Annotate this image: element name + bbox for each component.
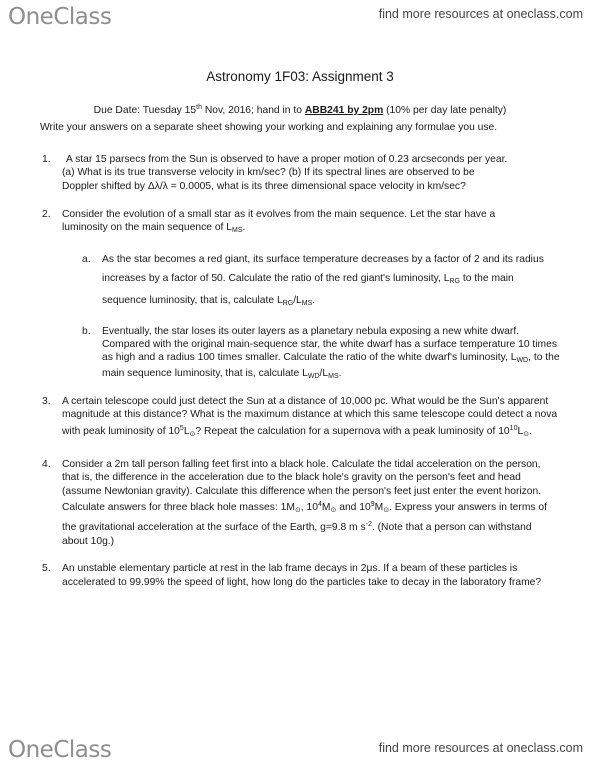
q4-sup3: -2 <box>365 520 372 528</box>
due-date-line <box>40 101 560 118</box>
q2b-sub3: MS <box>328 372 339 380</box>
q4-t4: and 10 <box>336 502 371 514</box>
q4-sub1: ⊙ <box>294 507 301 515</box>
q3-t1: A certain telescope could just detect the Sun at a distance of 10,000 pc. What would be the Sun's apparent magnitude at this distance? What is the maximum distance at which this same telescope could detect a nova with peak luminosity of 10 <box>62 395 558 437</box>
question-number: 2. <box>42 208 51 220</box>
q3-sub2: ⊙ <box>523 430 530 438</box>
q4-t6: . Express your answers in terms of the gravitational acceleration at the surface of the Earth, g=9.8 m s <box>62 502 548 533</box>
q4-sub2: ⊙ <box>330 507 337 515</box>
q4-sup1: 4 <box>318 501 322 509</box>
q5-text: An unstable elementary particle at rest in the lab frame decays in 2μs. If a beam of these particles is accelerated to 99.99% the speed of light, how long do the particles take to decay in the laboratory frame? <box>62 563 542 588</box>
question-number: 4. <box>42 458 51 470</box>
q1-line3: Doppler shifted by Δλ/λ = 0.0005, what is its three dimensional space velocity in km/sec? <box>62 180 466 192</box>
assignment-document <box>40 70 560 603</box>
q2b-t2: , to the main sequence luminosity, that is, calculate L <box>102 351 560 379</box>
question-1 <box>40 153 560 194</box>
logo-class-text: Class <box>53 4 112 30</box>
q3-t3: ? Repeat the calculation for a supernova with a peak luminosity of 10 <box>195 425 510 437</box>
question-number: 3. <box>42 395 51 407</box>
q3-t5: . <box>529 425 532 437</box>
question-number: 5. <box>42 563 51 575</box>
q2-line2-text: luminosity on the main sequence of L <box>62 222 232 234</box>
question-5 <box>40 562 560 589</box>
part-label: a. <box>82 253 91 265</box>
oneclass-logo[interactable] <box>8 4 111 30</box>
q2b-t1: Eventually, the star loses its outer layers as a planetary nebula exposing a new white dwarf. Compared with the original main-sequence star, the white dwarf has a surface temperature 10 times as high and a radius 100 times smaller. Calculate the ratio of the white dwarf's luminosity, L <box>102 325 558 363</box>
q2-line2 <box>62 221 560 238</box>
part-label: b. <box>82 325 91 337</box>
logo-class-text: Class <box>53 737 112 763</box>
q2-line1: Consider the evolution of a small star as it evolves from the main sequence. Let the star have a <box>62 208 496 220</box>
q2b-sub2: WD <box>307 372 320 380</box>
q2a-t2: to the main sequence luminosity, that is, calculate L <box>102 272 514 306</box>
q3-sub1: ⊙ <box>189 430 196 438</box>
question-number: 1. <box>42 153 51 165</box>
q2a-sub3: MS <box>301 299 313 307</box>
question-3 <box>40 395 560 442</box>
q4-sub3: ⊙ <box>383 507 390 515</box>
q2a-t1: As the star becomes a red giant, its surface temperature decreases by a factor of 2 and its radius increases by a factor of 50. Calculate the ratio of the red giant's luminosity, L <box>102 253 544 284</box>
q3-sup1: 5 <box>179 424 184 432</box>
q4-t2: , 10 <box>300 502 318 514</box>
q1-line1: A star 15 parsecs from the Sun is observed to have a proper motion of 0.23 arcseconds per year. <box>66 153 508 165</box>
page-title: Astronomy 1F03: Assignment 3 <box>206 69 394 84</box>
find-resources-link-footer[interactable]: find more resources at oneclass.com <box>378 741 583 755</box>
due-suffix: (10% per day late penalty) <box>383 104 507 116</box>
q2-parts <box>62 250 560 383</box>
q3-t4: L <box>517 425 524 437</box>
question-2 <box>40 208 560 383</box>
q4-t7: . (Note that a person can withstand about 10g.) <box>62 521 532 547</box>
question-list <box>40 153 560 590</box>
q4-t5: M <box>374 502 384 514</box>
q4-t3: M <box>321 502 331 514</box>
q3-sup2: 10 <box>509 424 518 432</box>
q2-sub: MS <box>232 227 243 235</box>
q3-t2: L <box>183 425 190 437</box>
logo-one-text: One <box>8 4 54 30</box>
q4-t1: Consider a 2m tall person falling feet first into a black hole. Calculate the tidal acceleration on the person, that is, the difference in the acceleration due to the black hole's gravity on the person's feet and head (assume Newtonian gravity). Calculate this difference when the person's feet just enter the event horizon. Calculate answers for three black hole masses: 1M <box>62 458 542 514</box>
instructions: Write your answers on a separate sheet showing your working and explaining any formulae you use. <box>40 122 498 134</box>
q2-part-a <box>62 250 560 313</box>
due-mid: Nov, 2016; hand in to <box>201 104 305 116</box>
due-location: ABB241 by 2pm <box>304 104 384 116</box>
q2b-sub1: WD <box>516 356 529 364</box>
q2a-sub2: RG <box>282 299 294 307</box>
q2b-t3: /L <box>319 367 329 379</box>
question-4 <box>40 458 560 549</box>
q2a-t4: . <box>312 294 316 306</box>
q2-part-b <box>62 325 560 383</box>
due-prefix: Due Date: Tuesday 15 <box>93 104 197 116</box>
oneclass-logo-footer[interactable] <box>8 737 111 763</box>
q2a-t3: /L <box>293 294 302 306</box>
find-resources-link[interactable]: find more resources at oneclass.com <box>378 7 583 21</box>
q2a-sub1: RG <box>449 277 460 285</box>
due-sup: th <box>196 103 202 111</box>
logo-one-text: One <box>8 737 54 763</box>
q1-line2: (a) What is its true transverse velocity in km/sec? (b) If its spectral lines are observed to be <box>62 167 475 179</box>
q2-line2-end: . <box>242 222 246 234</box>
q4-sup2: 9 <box>370 501 375 509</box>
q2b-t4: . <box>338 367 342 379</box>
